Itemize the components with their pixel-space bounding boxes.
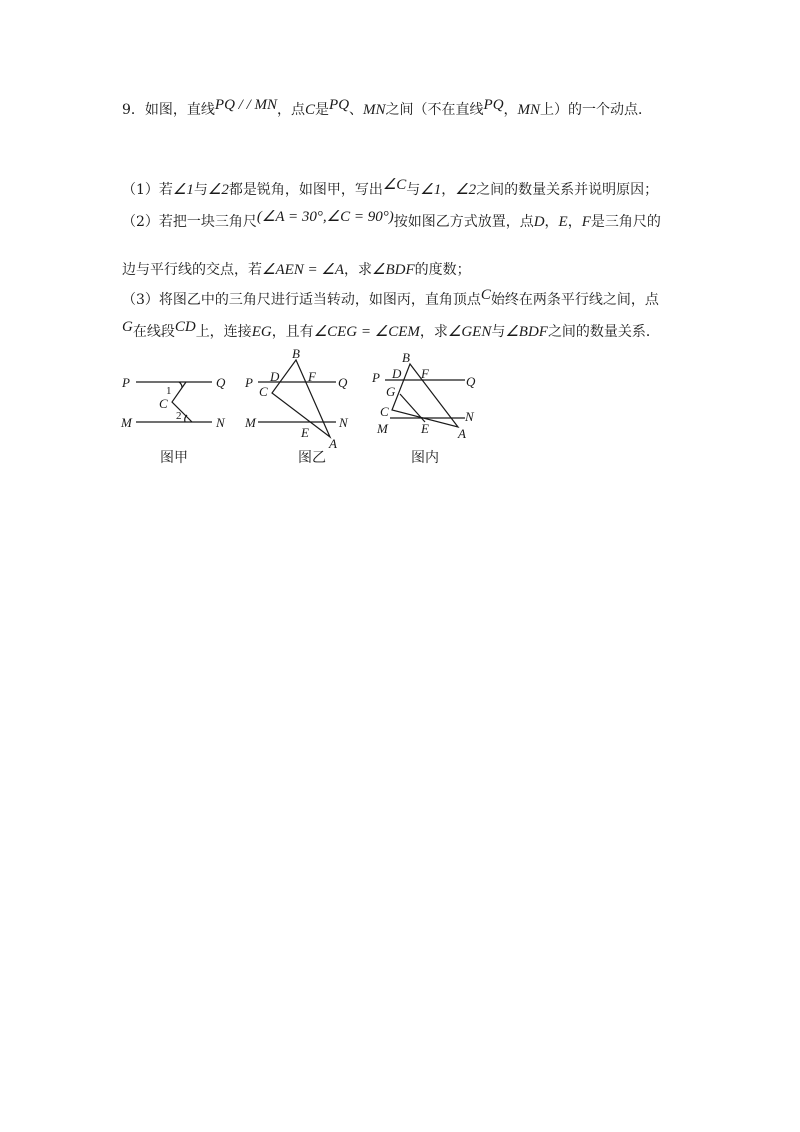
problem-part1: （1）若∠1与∠2都是锐角，如图甲，写出∠C与∠1，∠2之间的数量关系并说明原因； <box>122 177 659 198</box>
problem-part2-line2: 边与平行线的交点，若∠AEN = ∠A，求∠BDF的度数； <box>122 262 471 278</box>
fig-bing-label-e: E <box>421 421 429 436</box>
fig-yi-label-c: C <box>259 384 268 399</box>
fig-yi-label-q: Q <box>338 375 348 390</box>
problem-number: 9． <box>122 102 145 118</box>
fig-yi-label-d: D <box>270 369 280 384</box>
fig-bing-label-a: A <box>458 426 466 441</box>
fig-bing-label-q: Q <box>466 374 476 389</box>
fig-bing-label-m: M <box>377 421 388 436</box>
fig-yi-caption: 图乙 <box>298 450 326 466</box>
fig-yi-label-m: M <box>245 415 256 430</box>
geometry-figures <box>0 340 800 450</box>
fig-jia-caption: 图甲 <box>160 450 188 466</box>
fig-yi-label-f: F <box>308 369 316 384</box>
fig-bing-label-d: D <box>392 366 402 381</box>
fig-jia-label-2: 2 <box>176 410 182 422</box>
fig-jia-label-m: M <box>121 415 132 430</box>
problem-part2-line1: （2）若把一块三角尺(∠A = 30°,∠C = 90°)按如图乙方式放置，点D，E，F是三角尺的 <box>122 209 661 230</box>
fig-jia-label-p: P <box>122 375 130 390</box>
problem-part3-line2: G在线段CD上，连接EG，且有∠CEG = ∠CEM，求∠GEN与∠BDF之间的数量关系． <box>122 319 660 340</box>
fig-bing-caption: 图内 <box>411 450 439 466</box>
fig-bing-label-n: N <box>465 409 474 424</box>
fig-jia-angle-2-arc <box>185 415 187 422</box>
fig-yi-label-e: E <box>301 425 309 440</box>
problem-intro: 9．如图，直线PQ / / MN，点C是PQ、MN之间（不在直线PQ，MN上）的一个动点． <box>122 97 653 118</box>
fig-bing-label-g: G <box>386 384 396 399</box>
fig-jia-label-1: 1 <box>166 385 172 397</box>
fig-yi-label-b: B <box>292 346 300 361</box>
fig-bing-label-f: F <box>421 366 429 381</box>
fig-jia-label-q: Q <box>216 375 226 390</box>
fig-bing-label-b: B <box>402 350 410 365</box>
fig-yi-label-n: N <box>339 415 348 430</box>
fig-jia-angle-1-arc <box>179 382 182 388</box>
fig-bing-label-c: C <box>380 404 389 419</box>
fig-jia-label-c: C <box>159 396 168 411</box>
fig-yi-label-a: A <box>329 436 337 450</box>
problem-part3-line1: （3）将图乙中的三角尺进行适当转动，如图丙，直角顶点C始终在两条平行线之间，点 <box>122 287 659 308</box>
fig-yi-label-p: P <box>245 375 253 390</box>
fig-bing-label-p: P <box>372 370 380 385</box>
fig-jia-label-n: N <box>216 415 225 430</box>
